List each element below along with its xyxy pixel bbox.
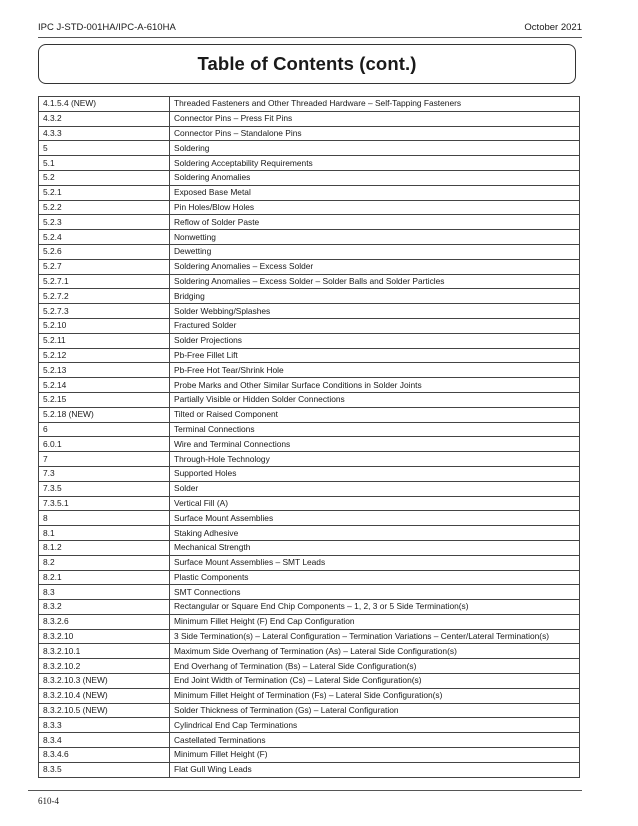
table-row bbox=[39, 644, 580, 659]
section-title-cell: Mechanical Strength bbox=[170, 540, 580, 555]
header-date: October 2021 bbox=[524, 22, 582, 33]
table-row bbox=[39, 363, 580, 378]
section-number-cell: 5.2.7.2 bbox=[39, 289, 170, 304]
section-title-cell: Fractured Solder bbox=[170, 318, 580, 333]
table-row bbox=[39, 570, 580, 585]
section-number-cell: 7.3 bbox=[39, 466, 170, 481]
section-title-cell: Surface Mount Assemblies bbox=[170, 511, 580, 526]
table-row bbox=[39, 422, 580, 437]
table-row bbox=[39, 585, 580, 600]
section-title-cell: Pb-Free Hot Tear/Shrink Hole bbox=[170, 363, 580, 378]
section-number-cell: 6 bbox=[39, 422, 170, 437]
section-number-cell: 7.3.5.1 bbox=[39, 496, 170, 511]
section-title-cell: Maximum Side Overhang of Termination (As) – Lateral Side Configuration(s) bbox=[170, 644, 580, 659]
table-row bbox=[39, 215, 580, 230]
section-number-cell: 5.2.4 bbox=[39, 230, 170, 245]
table-row bbox=[39, 156, 580, 171]
section-number-cell: 7.3.5 bbox=[39, 481, 170, 496]
section-title-cell: Soldering Acceptability Requirements bbox=[170, 156, 580, 171]
table-row bbox=[39, 674, 580, 689]
section-title-cell: Dewetting bbox=[170, 244, 580, 259]
section-number-cell: 5.2.1 bbox=[39, 185, 170, 200]
section-title-cell: SMT Connections bbox=[170, 585, 580, 600]
section-number-cell: 5.2.18 (NEW) bbox=[39, 407, 170, 422]
section-number-cell: 5.2.13 bbox=[39, 363, 170, 378]
page-number: 610-4 bbox=[38, 796, 59, 806]
toc-table bbox=[38, 96, 580, 778]
section-title-cell: Solder Projections bbox=[170, 333, 580, 348]
section-number-cell: 7 bbox=[39, 452, 170, 467]
section-number-cell: 8.3.2.10.5 (NEW) bbox=[39, 703, 170, 718]
toc-table-body bbox=[39, 97, 580, 778]
section-title-cell: Soldering Anomalies – Excess Solder bbox=[170, 259, 580, 274]
section-number-cell: 8.3.5 bbox=[39, 762, 170, 777]
section-title-cell: Nonwetting bbox=[170, 230, 580, 245]
section-title-cell: Reflow of Solder Paste bbox=[170, 215, 580, 230]
section-title-cell: Solder Webbing/Splashes bbox=[170, 304, 580, 319]
section-number-cell: 5.2.6 bbox=[39, 244, 170, 259]
section-title-cell: Surface Mount Assemblies – SMT Leads bbox=[170, 555, 580, 570]
section-number-cell: 8 bbox=[39, 511, 170, 526]
section-title-cell: Plastic Components bbox=[170, 570, 580, 585]
table-row bbox=[39, 230, 580, 245]
section-title-cell: Connector Pins – Press Fit Pins bbox=[170, 111, 580, 126]
section-title-cell: Pb-Free Fillet Lift bbox=[170, 348, 580, 363]
table-row bbox=[39, 141, 580, 156]
table-row bbox=[39, 274, 580, 289]
section-number-cell: 8.3.2.10.4 (NEW) bbox=[39, 688, 170, 703]
table-row bbox=[39, 600, 580, 615]
table-row bbox=[39, 378, 580, 393]
table-row bbox=[39, 540, 580, 555]
section-title-cell: Vertical Fill (A) bbox=[170, 496, 580, 511]
table-row bbox=[39, 259, 580, 274]
section-title-cell: Cylindrical End Cap Terminations bbox=[170, 718, 580, 733]
section-title-cell: Staking Adhesive bbox=[170, 526, 580, 541]
table-row bbox=[39, 111, 580, 126]
table-row bbox=[39, 511, 580, 526]
table-row bbox=[39, 126, 580, 141]
section-title-cell: Terminal Connections bbox=[170, 422, 580, 437]
table-row bbox=[39, 466, 580, 481]
table-row bbox=[39, 407, 580, 422]
section-number-cell: 8.3.2.10.3 (NEW) bbox=[39, 674, 170, 689]
table-row bbox=[39, 97, 580, 112]
page-title: Table of Contents (cont.) bbox=[197, 53, 417, 74]
section-title-cell: Soldering bbox=[170, 141, 580, 156]
section-title-cell: Soldering Anomalies bbox=[170, 170, 580, 185]
section-number-cell: 8.3.2.6 bbox=[39, 614, 170, 629]
section-title-cell: Partially Visible or Hidden Solder Connections bbox=[170, 392, 580, 407]
table-row bbox=[39, 200, 580, 215]
section-number-cell: 8.3 bbox=[39, 585, 170, 600]
section-number-cell: 8.3.4.6 bbox=[39, 748, 170, 763]
section-title-cell: Supported Holes bbox=[170, 466, 580, 481]
section-title-cell: Exposed Base Metal bbox=[170, 185, 580, 200]
footer-divider bbox=[28, 790, 582, 791]
section-title-cell: Probe Marks and Other Similar Surface Conditions in Solder Joints bbox=[170, 378, 580, 393]
section-number-cell: 8.1.2 bbox=[39, 540, 170, 555]
section-number-cell: 8.1 bbox=[39, 526, 170, 541]
section-number-cell: 5.2.12 bbox=[39, 348, 170, 363]
table-row bbox=[39, 437, 580, 452]
section-number-cell: 5.1 bbox=[39, 156, 170, 171]
table-row bbox=[39, 348, 580, 363]
section-title-cell: Threaded Fasteners and Other Threaded Hardware – Self-Tapping Fasteners bbox=[170, 97, 580, 112]
section-number-cell: 6.0.1 bbox=[39, 437, 170, 452]
section-number-cell: 5.2.2 bbox=[39, 200, 170, 215]
header-divider bbox=[38, 37, 582, 38]
section-number-cell: 8.3.4 bbox=[39, 733, 170, 748]
section-title-cell: Tilted or Raised Component bbox=[170, 407, 580, 422]
section-number-cell: 5.2.7.3 bbox=[39, 304, 170, 319]
table-row bbox=[39, 526, 580, 541]
table-row bbox=[39, 733, 580, 748]
table-row bbox=[39, 392, 580, 407]
table-row bbox=[39, 244, 580, 259]
section-number-cell: 5.2.14 bbox=[39, 378, 170, 393]
table-row bbox=[39, 481, 580, 496]
section-number-cell: 5.2.10 bbox=[39, 318, 170, 333]
table-row bbox=[39, 703, 580, 718]
section-number-cell: 5.2 bbox=[39, 170, 170, 185]
table-row bbox=[39, 185, 580, 200]
section-title-cell: Minimum Fillet Height (F) End Cap Configuration bbox=[170, 614, 580, 629]
section-number-cell: 4.3.2 bbox=[39, 111, 170, 126]
section-number-cell: 8.3.2.10 bbox=[39, 629, 170, 644]
section-title-cell: Through-Hole Technology bbox=[170, 452, 580, 467]
section-number-cell: 4.1.5.4 (NEW) bbox=[39, 97, 170, 112]
section-title-cell: Pin Holes/Blow Holes bbox=[170, 200, 580, 215]
table-row bbox=[39, 304, 580, 319]
section-title-cell: Minimum Fillet Height (F) bbox=[170, 748, 580, 763]
section-title-cell: Solder Thickness of Termination (Gs) – Lateral Configuration bbox=[170, 703, 580, 718]
section-number-cell: 5.2.3 bbox=[39, 215, 170, 230]
table-row bbox=[39, 659, 580, 674]
section-number-cell: 5 bbox=[39, 141, 170, 156]
section-title-cell: End Joint Width of Termination (Cs) – Lateral Side Configuration(s) bbox=[170, 674, 580, 689]
section-number-cell: 8.3.3 bbox=[39, 718, 170, 733]
table-row bbox=[39, 748, 580, 763]
toc-table-container bbox=[38, 96, 580, 778]
section-title-cell: Wire and Terminal Connections bbox=[170, 437, 580, 452]
section-number-cell: 8.3.2.10.2 bbox=[39, 659, 170, 674]
table-row bbox=[39, 629, 580, 644]
table-row bbox=[39, 496, 580, 511]
section-number-cell: 5.2.7.1 bbox=[39, 274, 170, 289]
table-row bbox=[39, 289, 580, 304]
table-row bbox=[39, 614, 580, 629]
section-title-cell: Solder bbox=[170, 481, 580, 496]
title-box bbox=[38, 44, 576, 84]
section-title-cell: Flat Gull Wing Leads bbox=[170, 762, 580, 777]
section-title-cell: End Overhang of Termination (Bs) – Lateral Side Configuration(s) bbox=[170, 659, 580, 674]
section-title-cell: Castellated Terminations bbox=[170, 733, 580, 748]
section-title-cell: Rectangular or Square End Chip Components – 1, 2, 3 or 5 Side Termination(s) bbox=[170, 600, 580, 615]
section-number-cell: 8.3.2 bbox=[39, 600, 170, 615]
section-title-cell: Soldering Anomalies – Excess Solder – Solder Balls and Solder Particles bbox=[170, 274, 580, 289]
table-row bbox=[39, 318, 580, 333]
section-number-cell: 5.2.7 bbox=[39, 259, 170, 274]
table-row bbox=[39, 555, 580, 570]
section-number-cell: 8.2.1 bbox=[39, 570, 170, 585]
table-row bbox=[39, 170, 580, 185]
section-title-cell: Bridging bbox=[170, 289, 580, 304]
section-number-cell: 5.2.15 bbox=[39, 392, 170, 407]
table-row bbox=[39, 762, 580, 777]
section-number-cell: 8.3.2.10.1 bbox=[39, 644, 170, 659]
section-title-cell: Minimum Fillet Height of Termination (Fs) – Lateral Side Configuration(s) bbox=[170, 688, 580, 703]
table-row bbox=[39, 688, 580, 703]
section-title-cell: 3 Side Termination(s) – Lateral Configuration – Termination Variations – Center/Lateral Termination(s) bbox=[170, 629, 580, 644]
section-number-cell: 8.2 bbox=[39, 555, 170, 570]
header-doc-id: IPC J-STD-001HA/IPC-A-610HA bbox=[38, 22, 176, 33]
section-number-cell: 5.2.11 bbox=[39, 333, 170, 348]
table-row bbox=[39, 333, 580, 348]
section-title-cell: Connector Pins – Standalone Pins bbox=[170, 126, 580, 141]
table-row bbox=[39, 452, 580, 467]
section-number-cell: 4.3.3 bbox=[39, 126, 170, 141]
table-row bbox=[39, 718, 580, 733]
